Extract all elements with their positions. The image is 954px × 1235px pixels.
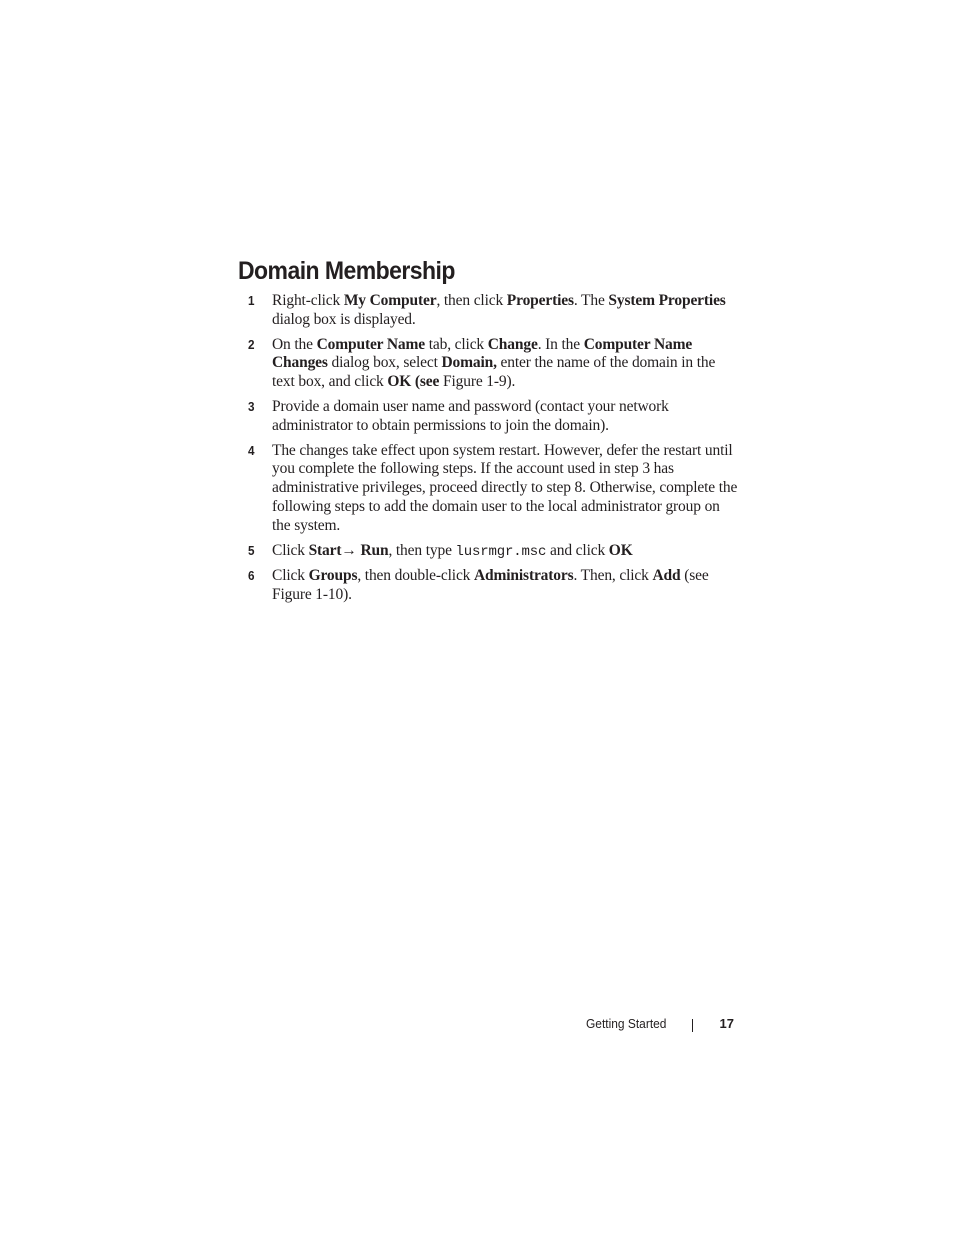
step-text: Click Start→ Run, then type lusrmgr.msc and click OK — [272, 541, 633, 560]
step-text: Click Groups, then double-click Administrators. Then, click Add (see Figure 1-10). — [272, 567, 709, 604]
page-footer — [0, 1016, 954, 1036]
footer-section-name: Getting Started — [585, 1016, 666, 1031]
step-number: 3 — [248, 398, 255, 414]
command-text: lusrmgr.msc — [455, 543, 547, 560]
step-number: 4 — [248, 442, 255, 458]
step-text: Right-click My Computer, then click Properties. The System Properties dialog box is displayed. — [272, 292, 726, 328]
step-list — [248, 292, 740, 611]
step-text: Provide a domain user name and password (contact your network administrator to obtain permissions to join the domain). — [272, 397, 669, 434]
step-item — [248, 336, 740, 392]
step-number: 5 — [248, 542, 255, 558]
step-number: 1 — [248, 293, 255, 308]
step-text: The changes take effect upon system restart. However, defer the restart until you complete the following steps. If the account used in step 3 has administrative privileges, proceed directly to step 8. Otherwise, complete the following steps to add the domain user to the local administrator group on the system. — [272, 441, 738, 534]
step-item — [248, 398, 740, 436]
step-number: 6 — [248, 568, 255, 584]
step-item — [248, 567, 740, 605]
step-item — [248, 542, 740, 562]
section-heading: Domain Membership — [238, 257, 455, 285]
step-item — [248, 292, 740, 330]
page-number: 17 — [719, 1016, 734, 1031]
footer-divider — [692, 1019, 693, 1032]
step-number: 2 — [248, 336, 255, 352]
step-item — [248, 442, 740, 536]
step-text: On the Computer Name tab, click Change. In the Computer Name Changes dialog box, select Domain, enter the name of the domain in the text box, and click OK (see Figure 1-9). — [272, 335, 716, 391]
